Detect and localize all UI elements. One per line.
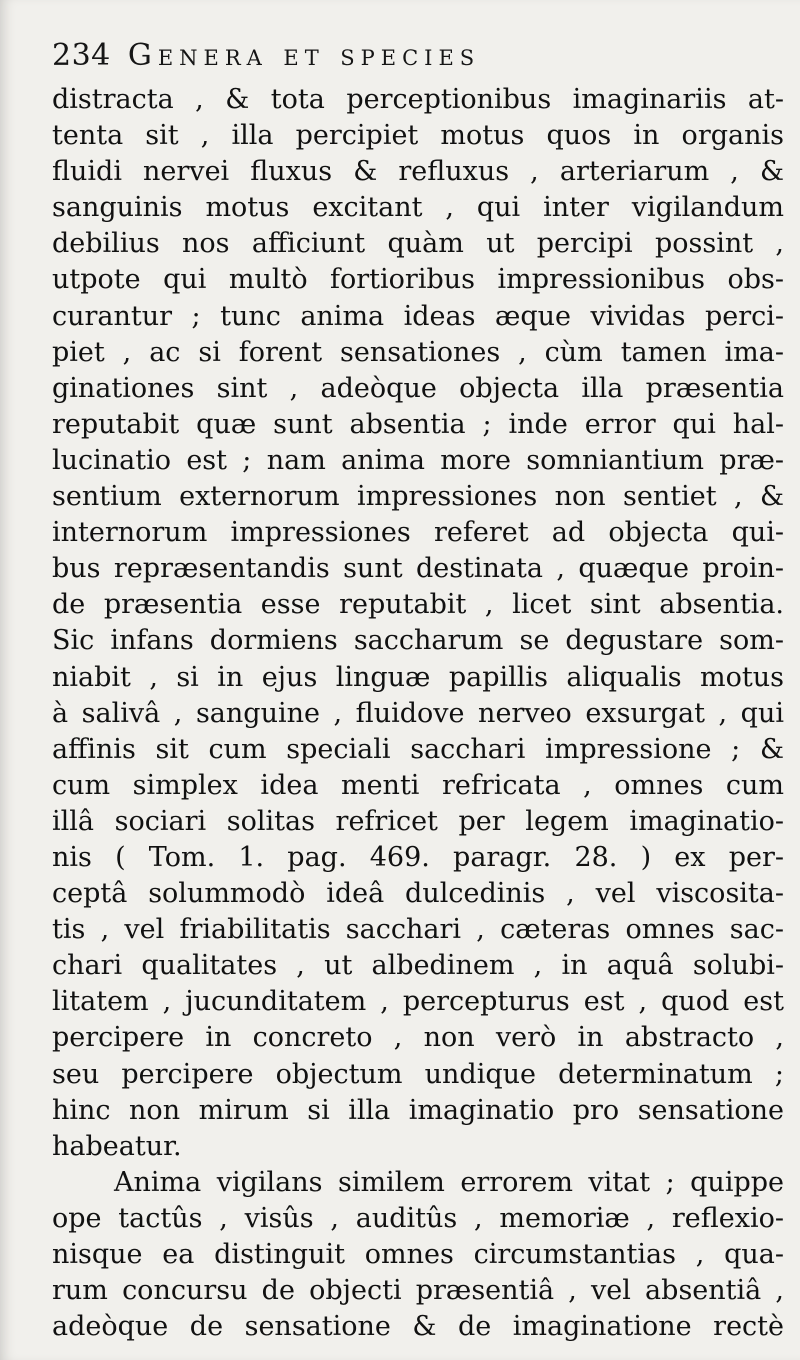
text-line: distracta , & tota perceptionibus imaginariis at- — [52, 84, 784, 115]
text-line: nis ( Tom. 1. pag. 469. paragr. 28. ) ex per- — [52, 841, 784, 873]
page-header — [52, 38, 792, 82]
text-line: de præsentia esse reputabit , licet sint absentia. — [52, 589, 784, 621]
text-line: fluidi nervei fluxus & refluxus , arteriarum , & — [52, 156, 784, 188]
text-line: cum simplex idea menti refricata , omnes cum — [52, 769, 784, 801]
text-line: affinis sit cum speciali sacchari impressione ; & — [52, 733, 784, 765]
text-line: tenta sit , illa percipiet motus quos in organis — [52, 120, 784, 152]
paragraph-1 — [52, 82, 784, 1165]
body-text — [52, 82, 784, 1345]
text-line: tis , vel friabilitatis sacchari , cæteras omnes sac- — [52, 914, 784, 946]
text-line: à salivâ , sanguine , fluidove nerveo exsurgat , qui — [52, 697, 784, 729]
text-line: bus repræsentandis sunt destinata , quæque proin- — [52, 553, 784, 585]
text-line: internorum impressiones referet ad objecta qui- — [52, 517, 784, 549]
text-line: ginationes sint , adeòque objecta illa præsentia — [52, 372, 784, 404]
text-line: ope tactûs , visûs , auditûs , memoriæ , reflexio- — [52, 1202, 784, 1234]
text-line: habeatur. — [52, 1130, 182, 1162]
text-line: debilius nos afficiunt quàm ut percipi possint , — [52, 228, 784, 260]
text-line: sanguinis motus excitant , qui inter vigilandum — [52, 192, 784, 224]
text-line: litatem , jucunditatem , percepturus est , quod est — [52, 986, 784, 1018]
page-number: 234 — [52, 38, 111, 73]
text-line: illâ sociari solitas refricet per legem imaginatio- — [52, 805, 784, 837]
text-line: nisque ea distinguit omnes circumstantias , qua- — [52, 1239, 784, 1270]
text-line: Anima vigilans similem errorem vitat ; quippe — [114, 1166, 784, 1198]
text-line: reputabit quæ sunt absentia ; inde error qui hal- — [52, 408, 784, 440]
text-line: niabit , si in ejus linguæ papillis aliqualis motus — [52, 661, 784, 693]
text-line: ceptâ solummodò ideâ dulcedinis , vel viscosita- — [52, 878, 784, 910]
text-line: piet , ac si forent sensationes , cùm tamen ima- — [52, 336, 784, 368]
text-line: lucinatio est ; nam anima more somniantium præ- — [52, 444, 784, 476]
text-line: percipere in concreto , non verò in abstracto , — [52, 1022, 784, 1054]
text-line: Sic infans dormiens saccharum se degustare som- — [52, 625, 784, 657]
text-line: sentium externorum impressiones non sentiet , & — [52, 481, 784, 513]
text-line: curantur ; tunc anima ideas æque vividas perci- — [52, 300, 784, 332]
running-title: Genera et species — [127, 38, 481, 73]
text-line: rum concursu de objecti præsentiâ , vel absentiâ , — [52, 1275, 784, 1307]
text-line: seu percipere objectum undique determinatum ; — [52, 1058, 784, 1090]
paragraph-2 — [52, 1165, 784, 1345]
text-line: adeòque de sensatione & de imaginatione rectè — [52, 1311, 784, 1343]
text-line: hinc non mirum si illa imaginatio pro sensatione — [52, 1094, 784, 1126]
text-line: chari qualitates , ut albedinem , in aquâ solubi- — [52, 950, 784, 982]
text-line: utpote qui multò fortioribus impressionibus obs- — [52, 264, 784, 296]
